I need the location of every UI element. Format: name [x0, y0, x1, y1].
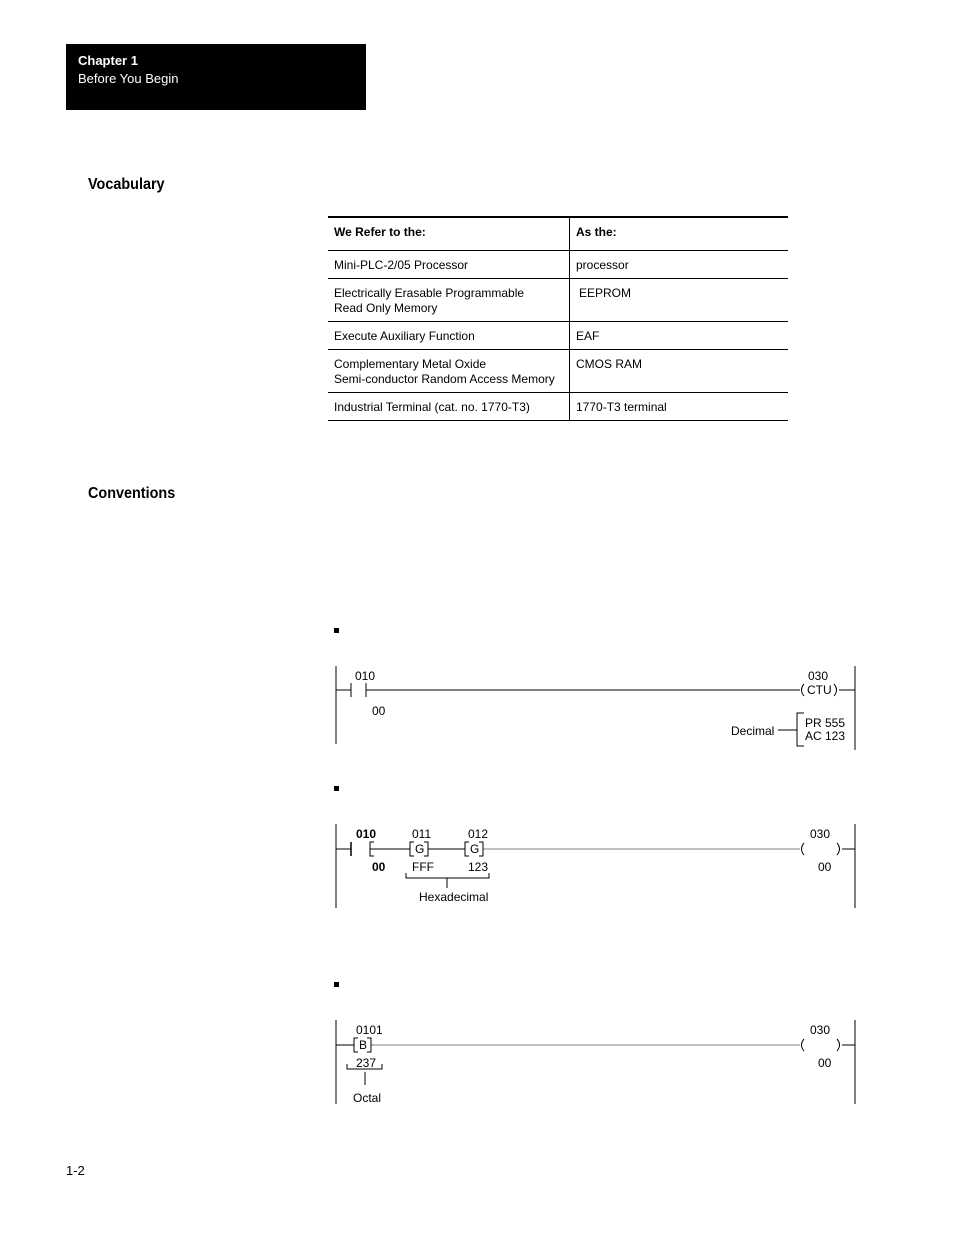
output-bit: 00 [818, 1056, 832, 1070]
accumulated-value: AC 123 [805, 729, 846, 743]
coil-right [834, 684, 837, 696]
as-cell: CMOS RAM [570, 350, 789, 393]
g2-bracket-right [479, 842, 483, 856]
as-cell: processor [570, 251, 789, 279]
input-bit: 00 [372, 704, 386, 718]
coil-left [802, 684, 805, 696]
g1-value: FFF [412, 860, 434, 874]
b-bracket-right [367, 1038, 371, 1052]
chapter-number: Chapter 1 [78, 53, 138, 68]
preset-bracket [797, 713, 804, 746]
g2-label: G [470, 842, 480, 856]
ladder-diagram-decimal [330, 660, 860, 755]
coil-left [802, 1039, 805, 1051]
chapter-header [66, 44, 366, 110]
g2-value: 123 [468, 860, 489, 874]
g1-bracket-left [410, 842, 414, 856]
as-cell: EAF [570, 322, 789, 350]
hex-note: Hexadecimal [419, 890, 489, 904]
b-label: B [359, 1038, 368, 1052]
bullet-2 [334, 786, 339, 791]
table-row [328, 393, 788, 421]
coil-left [802, 843, 805, 855]
page-number: 1-2 [66, 1163, 85, 1178]
term-cell: Electrically Erasable Programmable Read Only Memory [328, 279, 570, 322]
bullet-3 [334, 982, 339, 987]
b-bracket-left [354, 1038, 358, 1052]
input-bit: 00 [372, 860, 386, 874]
table-row [328, 251, 788, 279]
output-bit: 00 [818, 860, 832, 874]
output-address: 030 [810, 1023, 831, 1037]
b-value: 237 [356, 1056, 377, 1070]
input-address: 010 [355, 669, 376, 683]
conventions-heading: Conventions [88, 485, 176, 502]
vocabulary-heading: Vocabulary [88, 176, 165, 193]
preset-value: PR 555 [805, 716, 846, 730]
input-address: 010 [356, 827, 377, 841]
octal-note: Octal [353, 1091, 382, 1105]
vocabulary-table [328, 216, 788, 421]
ladder-diagram-octal [330, 1014, 860, 1114]
coil-right [837, 1039, 840, 1051]
g2-address: 012 [468, 827, 489, 841]
table-header-row [328, 217, 788, 251]
input-address: 0101 [356, 1023, 383, 1037]
column-header-as: As the: [570, 217, 789, 251]
column-header-term: We Refer to the: [328, 217, 570, 251]
output-address: 030 [808, 669, 829, 683]
table-row [328, 279, 788, 322]
term-cell: Complementary Metal Oxide Semi-conductor Random Access Memory [328, 350, 570, 393]
decimal-note: Decimal [731, 724, 775, 738]
ladder-diagram-hexadecimal [330, 818, 860, 913]
term-cell: Industrial Terminal (cat. no. 1770-T3) [328, 393, 570, 421]
chapter-title: Before You Begin [78, 71, 179, 86]
table-row [328, 350, 788, 393]
coil-right [837, 843, 840, 855]
as-cell: 1770-T3 terminal [570, 393, 789, 421]
g2-bracket-left [465, 842, 469, 856]
coil-label: CTU [807, 683, 832, 697]
g1-label: G [415, 842, 425, 856]
term-cell: Execute Auxiliary Function [328, 322, 570, 350]
as-cell: EEPROM [570, 279, 789, 322]
output-address: 030 [810, 827, 831, 841]
bullet-1 [334, 628, 339, 633]
g1-address: 011 [412, 827, 432, 841]
g1-bracket-right [424, 842, 428, 856]
table-row [328, 322, 788, 350]
term-cell: Mini-PLC-2/05 Processor [328, 251, 570, 279]
